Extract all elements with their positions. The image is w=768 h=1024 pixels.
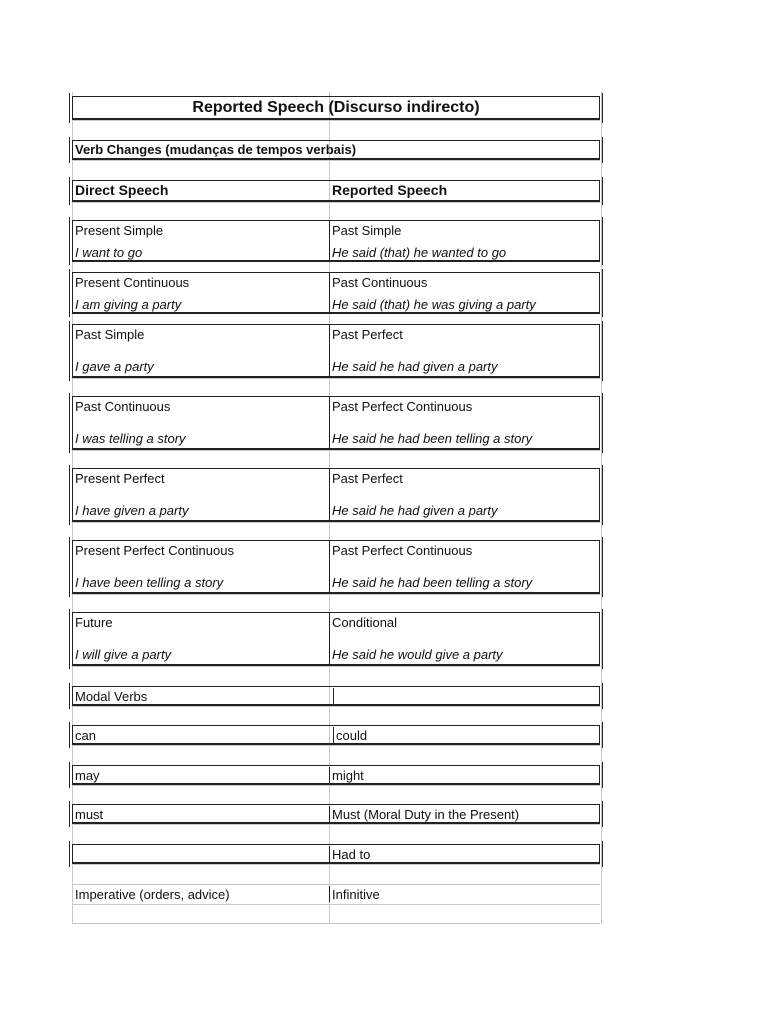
cell-divider [329, 806, 330, 822]
modal-direct: can [75, 728, 96, 743]
reported-example: He said (that) he was giving a party [332, 297, 536, 312]
cell-divider [329, 324, 330, 378]
cell-divider [329, 612, 330, 666]
direct-example: I am giving a party [75, 297, 182, 312]
modal-reported: Had to [332, 847, 371, 862]
direct-tense: Present Simple [75, 223, 164, 238]
reported-example: He said he had been telling a story [332, 431, 533, 446]
reported-tense: Past Continuous [332, 275, 428, 290]
grid-row [72, 160, 600, 180]
direct-example: I was telling a story [75, 431, 186, 446]
reported-tense: Past Perfect [332, 471, 403, 486]
reported-example: He said he had given a party [332, 359, 498, 374]
grid-row [72, 522, 600, 542]
cell-divider [333, 727, 334, 743]
grid-row [72, 745, 600, 765]
header-reported-speech: Reported Speech [332, 182, 448, 198]
section-title: Verb Changes (mudanças de tempos verbais) [75, 142, 357, 157]
cell-divider [329, 468, 330, 522]
grid-row [72, 120, 600, 140]
cell-divider [329, 540, 330, 594]
cell-divider [329, 396, 330, 450]
cell-divider [329, 846, 330, 862]
document-title: Reported Speech (Discurso indirecto) [192, 99, 480, 116]
reported-example: He said he had been telling a story [332, 575, 533, 590]
cell-divider [333, 688, 334, 704]
imperative-direct: Imperative (orders, advice) [75, 887, 230, 902]
grid-row [72, 706, 600, 726]
grid-row [72, 202, 600, 222]
cell-divider [329, 220, 330, 262]
direct-tense: Past Continuous [75, 399, 171, 414]
direct-tense: Present Perfect Continuous [75, 543, 234, 558]
reported-example: He said (that) he wanted to go [332, 245, 507, 260]
reported-example: He said he had given a party [332, 503, 498, 518]
reported-tense: Past Simple [332, 223, 402, 238]
modal-label-row [72, 686, 600, 706]
cell-divider [329, 886, 330, 902]
direct-tense: Present Continuous [75, 275, 190, 290]
reported-tense: Past Perfect Continuous [332, 543, 473, 558]
direct-example: I gave a party [75, 359, 154, 374]
modal-verbs-label: Modal Verbs [75, 689, 148, 704]
reported-tense: Past Perfect Continuous [332, 399, 473, 414]
grid-row [72, 904, 600, 924]
grid-row [72, 594, 600, 614]
cell-divider [329, 272, 330, 314]
direct-tense: Past Simple [75, 327, 145, 342]
grid-row [72, 450, 600, 470]
direct-tense: Future [75, 615, 113, 630]
imperative-reported: Infinitive [332, 887, 380, 902]
modal-direct: may [75, 768, 100, 783]
header-direct-speech: Direct Speech [75, 182, 169, 198]
reported-tense: Conditional [332, 615, 398, 630]
grid-row [72, 378, 600, 398]
modal-reported: could [336, 728, 368, 743]
direct-example: I have given a party [75, 503, 189, 518]
modal-reported: Must (Moral Duty in the Present) [332, 807, 520, 822]
modal-reported: might [332, 768, 364, 783]
grid-row [72, 785, 600, 805]
direct-tense: Present Perfect [75, 471, 165, 486]
grid-row [72, 666, 600, 686]
direct-example: I have been telling a story [75, 575, 224, 590]
direct-example: I want to go [75, 245, 143, 260]
grid-row [72, 824, 600, 844]
direct-example: I will give a party [75, 647, 172, 662]
modal-direct: must [75, 807, 104, 822]
reported-tense: Past Perfect [332, 327, 403, 342]
grid-row [72, 864, 600, 884]
cell-divider [329, 767, 330, 783]
reported-example: He said he would give a party [332, 647, 503, 662]
